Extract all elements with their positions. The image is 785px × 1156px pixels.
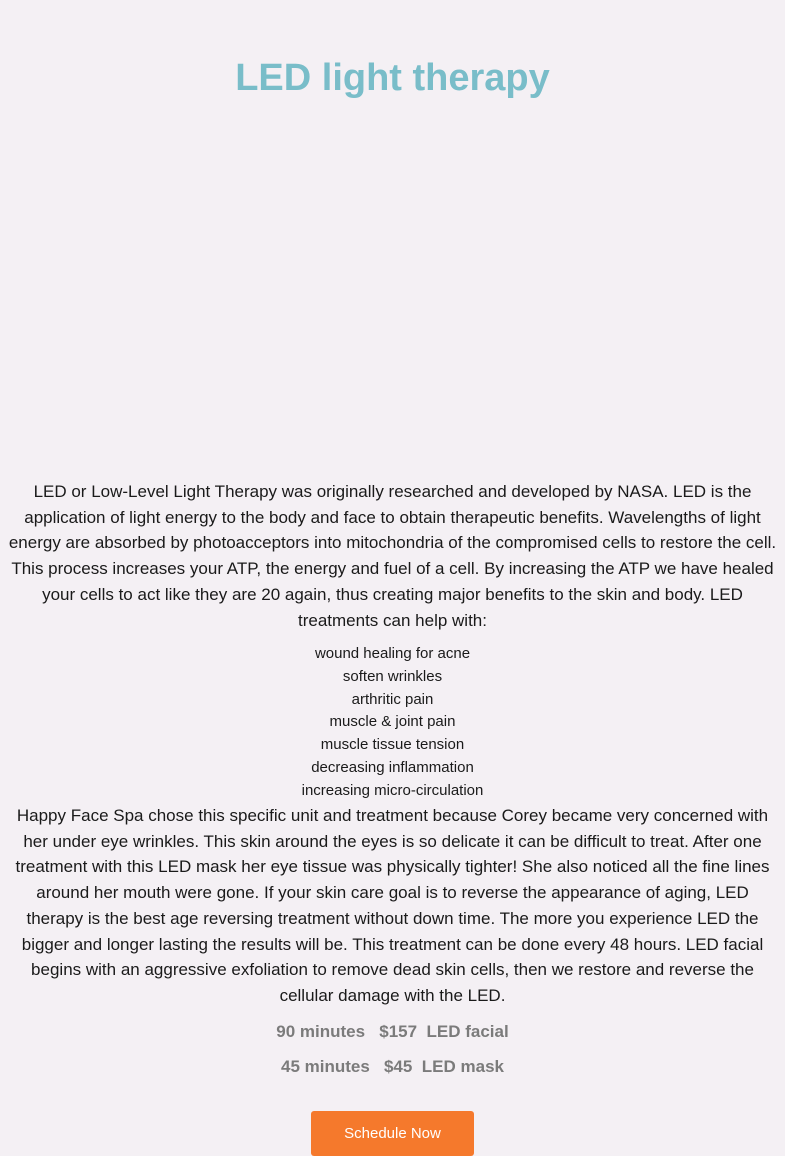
schedule-now-button[interactable]: Schedule Now: [311, 1111, 474, 1156]
benefits-list: [0, 643, 785, 803]
price-line-led-mask: 45 minutes $45 LED mask: [281, 1057, 504, 1076]
benefit-item: decreasing inflammation: [311, 758, 474, 776]
intro-paragraph: LED or Low-Level Light Therapy was originally researched and developed by NASA. LED is the application of light energy to the body and face to obtain therapeutic benefits. Wavelengths of light energy are absorbed by photoacceptors into mitochondria of the compromised cells to restore the cell. This process increases your ATP, the energy and fuel of a cell. By increasing the ATP we have healed your cells to act like they are 20 again, thus creating major benefits to the skin and body. LED treatments can help with:: [8, 482, 777, 630]
page-title: LED light therapy: [235, 57, 550, 99]
benefit-item: muscle & joint pain: [329, 713, 456, 731]
price-line-led-facial: 90 minutes $157 LED facial: [276, 1022, 509, 1041]
media-placeholder: [0, 130, 785, 470]
story-paragraph: Happy Face Spa chose this specific unit and treatment because Corey became very concerned with her under eye wrinkles. This skin around the eyes is so delicate it can be difficult to treat. After one treatment with this LED mask her eye tissue was physically tighter! She also noticed all the fine lines around her mouth were gone. If your skin care goal is to reverse the appearance of aging, LED therapy is the best age reversing treatment without down time. The more you experience LED the bigger and longer lasting the results will be. This treatment can be done every 48 hours. LED facial begins with an aggressive exfoliation to remove dead skin cells, then we restore and reverse the cellular damage with the LED.: [15, 806, 770, 1005]
benefit-item: wound healing for acne: [314, 645, 471, 662]
benefit-item: soften wrinkles: [342, 667, 443, 685]
benefit-item: muscle tissue tension: [320, 736, 465, 754]
benefit-item: increasing micro-circulation: [301, 781, 484, 799]
benefit-item: arthritic pain: [351, 690, 434, 708]
